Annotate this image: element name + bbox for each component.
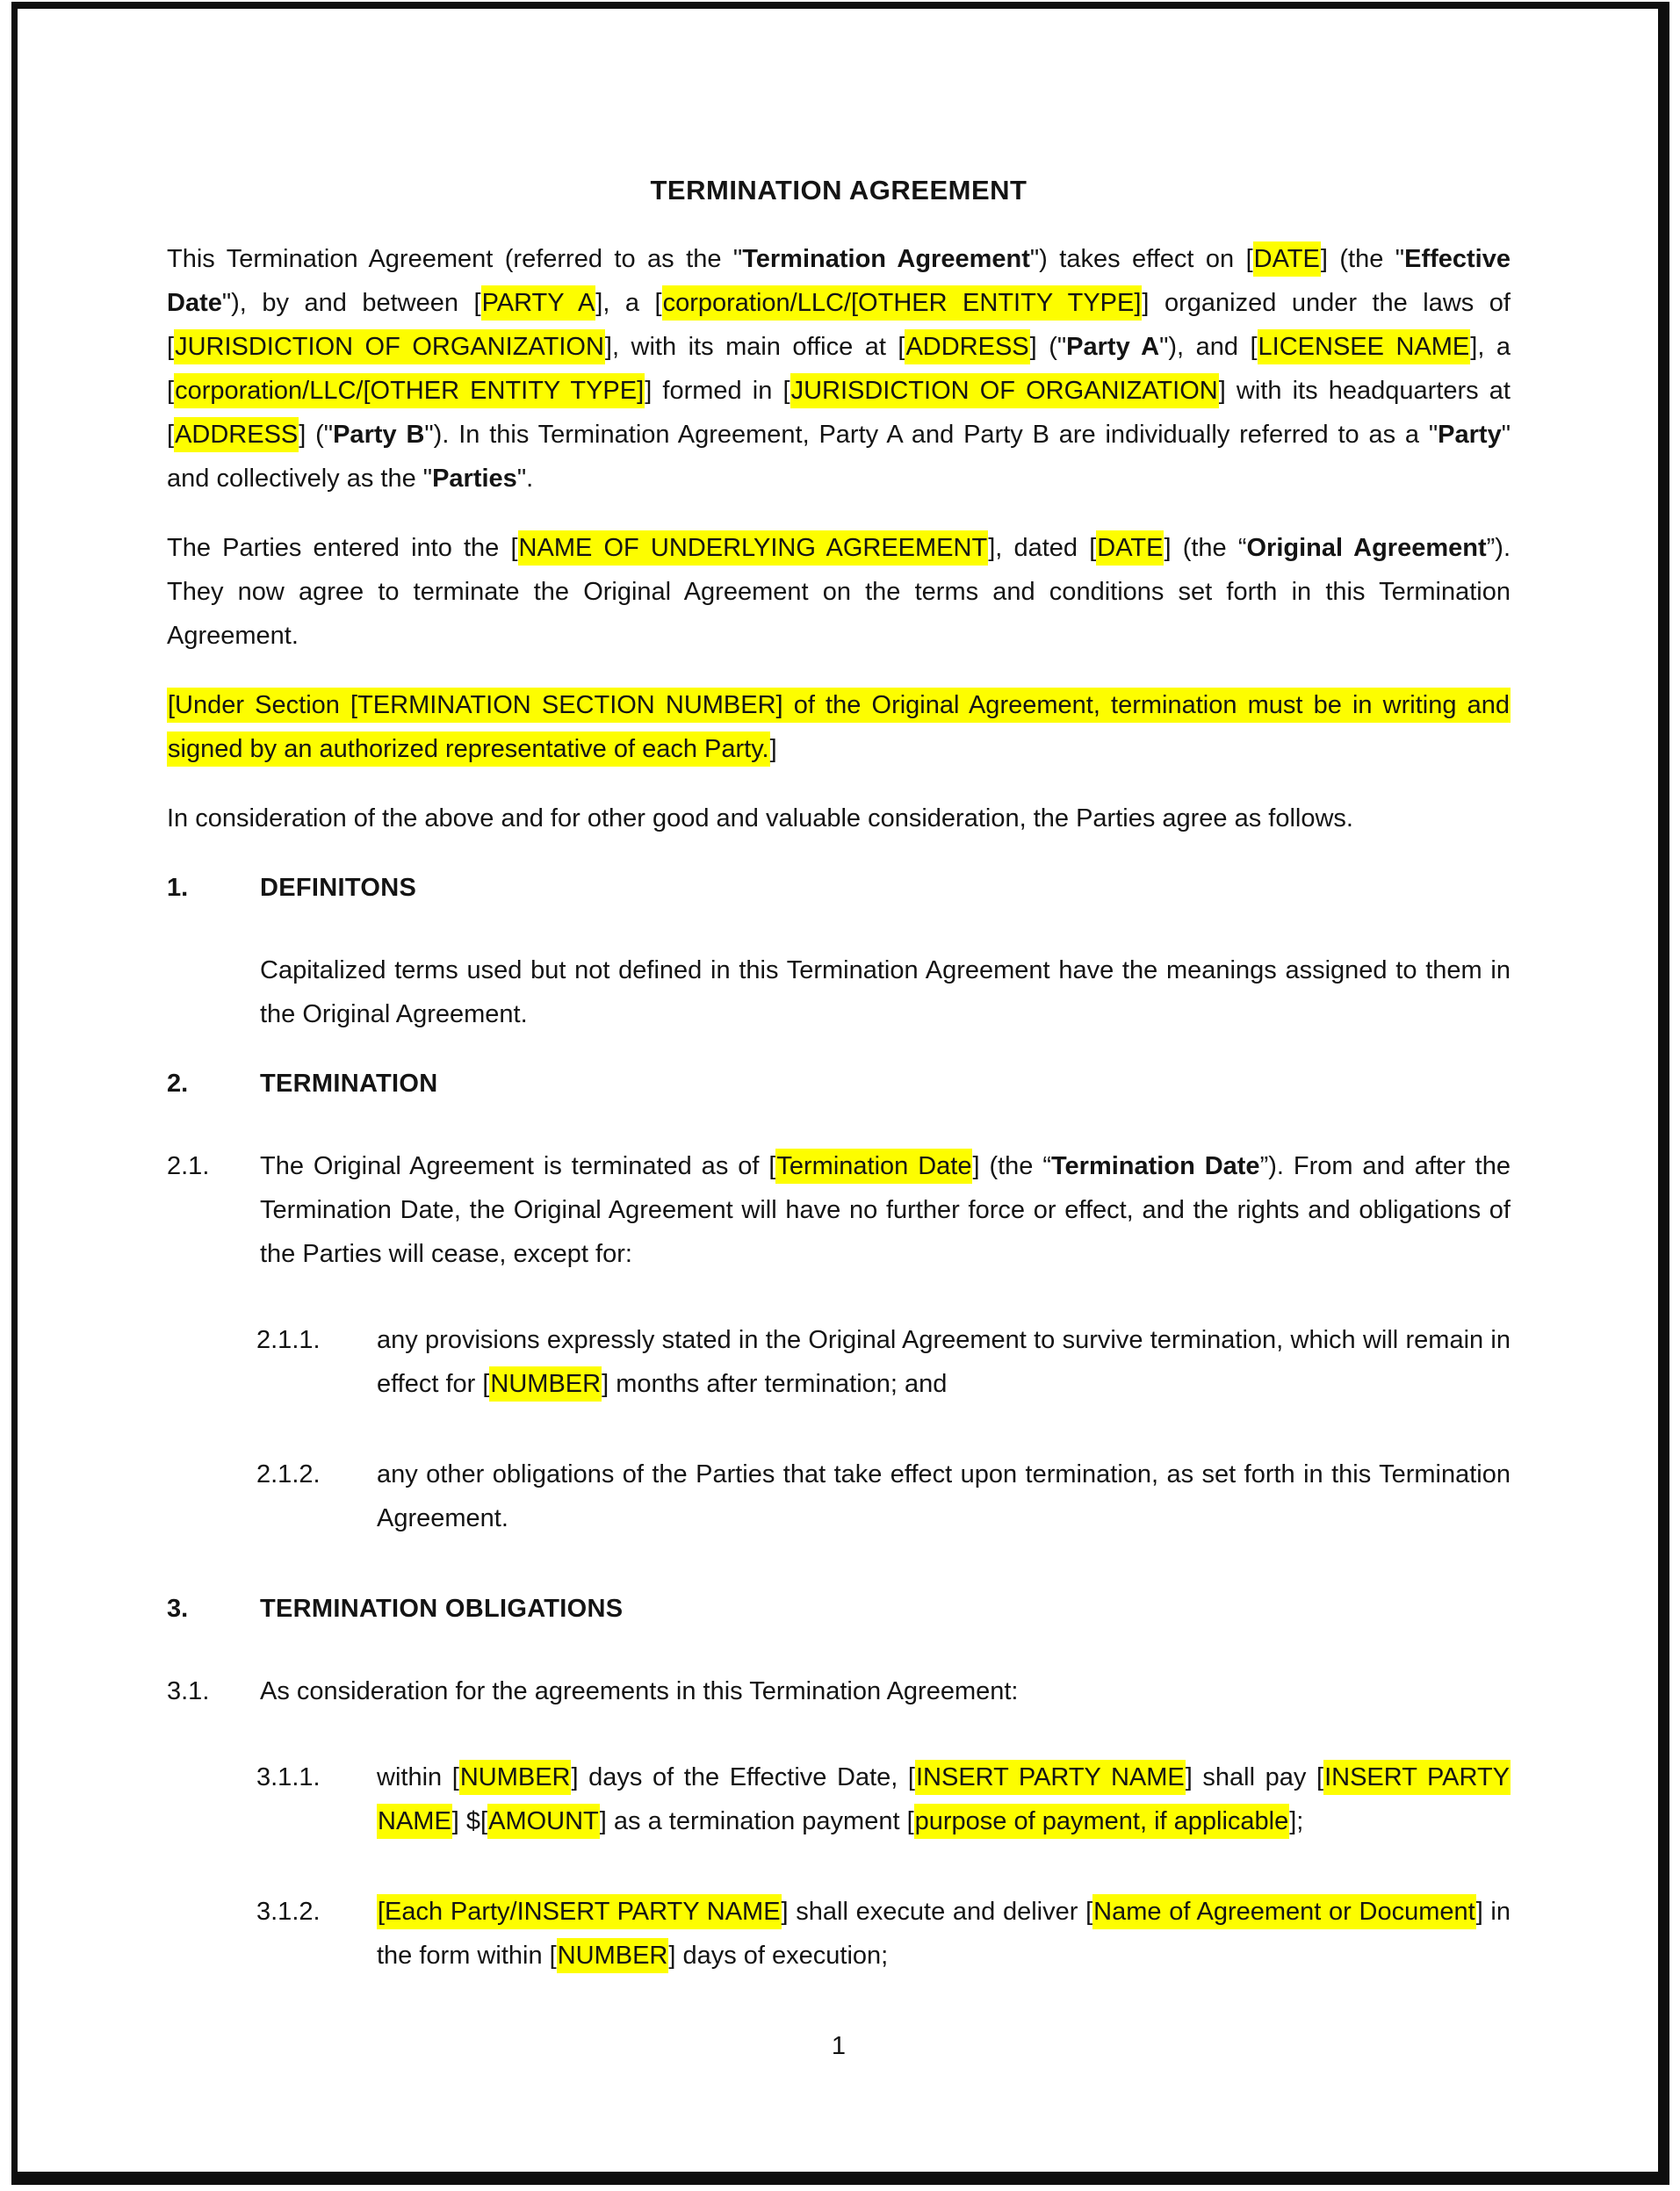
text-run: ] (" bbox=[1029, 333, 1067, 361]
text-run: ]; bbox=[1289, 1807, 1304, 1835]
text-run: Termination Agreement bbox=[742, 245, 1030, 273]
clause-number: 2.1.2. bbox=[256, 1460, 321, 1488]
text-run: In consideration of the above and for other good and valuable consideration, the Parties agree as follows. bbox=[167, 804, 1353, 832]
section-title: DEFINITONS bbox=[260, 874, 417, 902]
text-run: within [ bbox=[377, 1763, 459, 1791]
clause-item bbox=[167, 1144, 1511, 1276]
highlight-placeholder: PARTY A bbox=[481, 285, 596, 321]
document-title: TERMINATION AGREEMENT bbox=[650, 175, 1027, 205]
text-run: Effective Date bbox=[167, 245, 1511, 317]
text-run: ], a [ bbox=[595, 289, 662, 317]
clause-number: 3.1.2. bbox=[256, 1898, 321, 1926]
text-run: ] shall execute and deliver [ bbox=[781, 1898, 1093, 1926]
paragraph bbox=[167, 526, 1511, 658]
paragraph bbox=[167, 683, 1511, 771]
highlight-placeholder: DATE bbox=[1253, 241, 1321, 277]
highlight-placeholder: JURISDICTION OF ORGANIZATION bbox=[174, 329, 605, 364]
text-run: "). In this Termination Agreement, Party A and Party B are individually referred to as a " bbox=[424, 421, 1438, 449]
section-number: 3. bbox=[167, 1595, 189, 1623]
text-run: Party B bbox=[333, 421, 425, 449]
paragraph bbox=[167, 237, 1511, 501]
clause-text bbox=[377, 1452, 1511, 1540]
text-run: ] in the form within [ bbox=[377, 1898, 1511, 1970]
highlight-placeholder: NAME OF UNDERLYING AGREEMENT bbox=[518, 530, 989, 566]
highlight-placeholder: JURISDICTION OF ORGANIZATION bbox=[790, 373, 1219, 408]
clause-subitem bbox=[167, 1755, 1511, 1843]
section-body-paragraph bbox=[260, 948, 1511, 1036]
highlight-placeholder: corporation/LLC/[OTHER ENTITY TYPE] bbox=[174, 373, 645, 408]
highlight-placeholder: [Under Section [TERMINATION SECTION NUMBER] of the Original Agreement, termination must be in writing and signed by an authorized representative of each Party. bbox=[167, 688, 1511, 767]
clause-subitem bbox=[167, 1318, 1511, 1406]
section-number: 1. bbox=[167, 874, 189, 902]
section-heading bbox=[167, 1062, 1511, 1106]
page-number: 1 bbox=[831, 2032, 847, 2060]
text-run: ] days of execution; bbox=[668, 1942, 889, 1970]
text-run: ] bbox=[769, 735, 777, 763]
highlight-placeholder: DATE bbox=[1096, 530, 1164, 566]
section-number: 2. bbox=[167, 1070, 189, 1098]
text-run: ] formed in [ bbox=[645, 377, 790, 405]
text-run: ], with its main office at [ bbox=[604, 333, 905, 361]
text-run: ], dated [ bbox=[988, 534, 1097, 562]
text-run: Party bbox=[1438, 421, 1502, 449]
highlight-placeholder: ADDRESS bbox=[905, 329, 1029, 364]
text-run: ], a [ bbox=[167, 333, 1511, 405]
text-run: ] (" bbox=[299, 421, 334, 449]
text-run: ] (the “ bbox=[972, 1152, 1051, 1180]
text-run: ] (the “ bbox=[1164, 534, 1247, 562]
clause-subitem bbox=[167, 1452, 1511, 1540]
text-run: The Original Agreement is terminated as of [ bbox=[260, 1152, 776, 1180]
text-run: The Parties entered into the [ bbox=[167, 534, 518, 562]
highlight-placeholder: purpose of payment, if applicable bbox=[914, 1804, 1290, 1839]
clause-number: 3.1.1. bbox=[256, 1763, 321, 1791]
clause-number: 2.1.1. bbox=[256, 1326, 321, 1354]
clause-text bbox=[377, 1755, 1511, 1843]
section-title: TERMINATION bbox=[260, 1070, 438, 1098]
section-title: TERMINATION OBLIGATIONS bbox=[260, 1595, 624, 1623]
text-run: " and collectively as the " bbox=[167, 421, 1511, 493]
highlight-placeholder: corporation/LLC/[OTHER ENTITY TYPE] bbox=[662, 285, 1143, 321]
highlight-placeholder: INSERT PARTY NAME bbox=[377, 1760, 1511, 1839]
text-run: Parties bbox=[432, 465, 517, 493]
clause-text bbox=[377, 1890, 1511, 1978]
page-content bbox=[167, 169, 1511, 2068]
text-run: any provisions expressly stated in the Original Agreement to survive termination, which will remain in effect for [ bbox=[377, 1326, 1511, 1398]
highlight-placeholder: NUMBER bbox=[557, 1938, 669, 1973]
text-run: As consideration for the agreements in this Termination Agreement: bbox=[260, 1677, 1019, 1705]
text-run: ”). From and after the Termination Date, the Original Agreement will have no further force or effect, and the rights and obligations of the Parties will cease, except for: bbox=[260, 1152, 1511, 1268]
highlight-placeholder: INSERT PARTY NAME bbox=[915, 1760, 1186, 1795]
paragraph bbox=[167, 796, 1511, 840]
text-run: Original Agreement bbox=[1246, 534, 1487, 562]
highlight-placeholder: NUMBER bbox=[459, 1760, 572, 1795]
document-body bbox=[167, 237, 1511, 1978]
highlight-placeholder: LICENSEE NAME bbox=[1258, 329, 1471, 364]
text-run: ] shall pay [ bbox=[1185, 1763, 1324, 1791]
clause-subitem bbox=[167, 1890, 1511, 1978]
text-run: any other obligations of the Parties that take effect upon termination, as set forth in this Termination Agreement. bbox=[377, 1460, 1511, 1532]
highlight-placeholder: Termination Date bbox=[775, 1149, 972, 1184]
text-run: ”). They now agree to terminate the Original Agreement on the terms and conditions set forth in this Termination Agreement. bbox=[167, 534, 1511, 650]
highlight-placeholder: [Each Party/INSERT PARTY NAME bbox=[377, 1894, 782, 1929]
text-run: ] as a termination payment [ bbox=[599, 1807, 914, 1835]
section-heading bbox=[167, 866, 1511, 910]
clause-item bbox=[167, 1669, 1511, 1713]
text-run: Termination Date bbox=[1050, 1152, 1260, 1180]
text-run: Party A bbox=[1066, 333, 1160, 361]
text-run: ] $[ bbox=[451, 1807, 488, 1835]
text-run: Capitalized terms used but not defined in this Termination Agreement have the meanings assigned to them in the Original Agreement. bbox=[260, 956, 1511, 1028]
text-run: ] days of the Effective Date, [ bbox=[571, 1763, 915, 1791]
clause-number: 2.1. bbox=[167, 1152, 210, 1180]
clause-number: 3.1. bbox=[167, 1677, 210, 1705]
clause-text bbox=[377, 1318, 1511, 1406]
text-run: ] organized under the laws of [ bbox=[167, 289, 1511, 361]
text-run: This Termination Agreement (referred to as the " bbox=[167, 245, 743, 273]
highlight-placeholder: NUMBER bbox=[489, 1366, 602, 1402]
text-run: ] with its headquarters at [ bbox=[167, 377, 1511, 449]
clause-text bbox=[260, 1144, 1511, 1276]
highlight-placeholder: ADDRESS bbox=[174, 417, 299, 452]
text-run: ") takes effect on [ bbox=[1029, 245, 1253, 273]
text-run: ] months after termination; and bbox=[602, 1370, 948, 1398]
section-heading bbox=[167, 1587, 1511, 1631]
text-run: ] (the " bbox=[1320, 245, 1405, 273]
text-run: ". bbox=[516, 465, 534, 493]
text-run: "), by and between [ bbox=[221, 289, 481, 317]
highlight-placeholder: Name of Agreement or Document bbox=[1092, 1894, 1476, 1929]
highlight-placeholder: AMOUNT bbox=[487, 1804, 600, 1839]
clause-text bbox=[260, 1669, 1511, 1713]
text-run: "), and [ bbox=[1159, 333, 1258, 361]
